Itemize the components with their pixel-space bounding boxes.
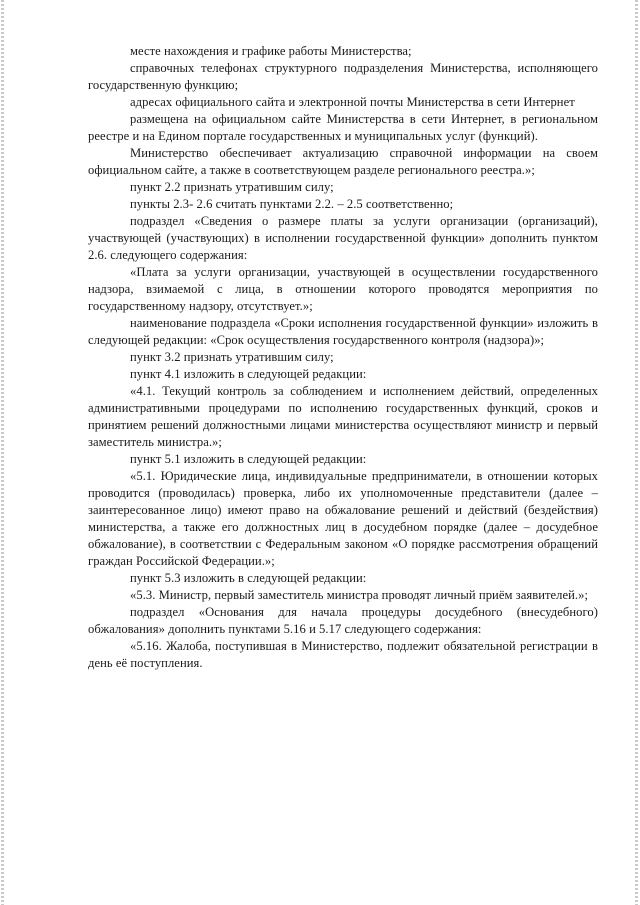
- paragraph-7: пункты 2.3- 2.6 считать пунктами 2.2. – 2.5 соответственно;: [130, 197, 454, 211]
- paragraph-1: месте нахождения и графике работы Министерства;: [130, 44, 412, 58]
- paragraph-13: «4.1. Текущий контроль за соблюдением и исполнением действий, определенных административными процедурами по исполнению государственных функций, сроков и принятием решений должностными лицами министерства осуществляют министр и первый заместитель министра.»;: [88, 384, 598, 449]
- paragraph-16: пункт 5.3 изложить в следующей редакции:: [130, 571, 367, 585]
- paragraph-11: пункт 3.2 признать утратившим силу;: [130, 350, 334, 364]
- paragraph-10: наименование подраздела «Сроки исполнения государственной функции» изложить в следующей редакции: «Срок осуществления государственного контроля (надзора)»;: [88, 316, 598, 347]
- document-page: [88, 43, 598, 672]
- paragraph-4: размещена на официальном сайте Министерства в сети Интернет, в региональном реестре и на Едином портале государственных и муниципальных услуг (функций).: [88, 112, 598, 143]
- paragraph-14: пункт 5.1 изложить в следующей редакции:: [130, 452, 367, 466]
- paragraph-12: пункт 4.1 изложить в следующей редакции:: [130, 367, 367, 381]
- paragraph-19: «5.16. Жалоба, поступившая в Министерство, подлежит обязательной регистрации в день её поступления.: [88, 639, 598, 670]
- paragraph-3: адресах официального сайта и электронной почты Министерства в сети Интернет: [130, 95, 575, 109]
- paragraph-9: «Плата за услуги организации, участвующей в осуществлении государственного надзора, взимаемой с лица, в отношении которого проводятся мероприятия по государственному надзору, отсутствует.»;: [88, 265, 598, 313]
- scan-left-edge: [1, 0, 4, 905]
- paragraph-2: справочных телефонах структурного подразделения Министерства, исполняющего государственную функцию;: [88, 61, 598, 92]
- paragraph-17: «5.3. Министр, первый заместитель министра проводят личный приём заявителей.»;: [130, 588, 589, 602]
- paragraph-8: подраздел «Сведения о размере платы за услуги организации (организаций), участвующей (участвующих) в исполнении государственной функции» дополнить пунктом 2.6. следующего содержания:: [88, 214, 598, 262]
- paragraph-15: «5.1. Юридические лица, индивидуальные предприниматели, в отношении которых проводится (проводилась) проверка, либо их уполномоченные представители (далее – заинтересованное лицо) имеют право на обжалование решений и действий (бездействия) министерства, а также его должностных лиц в досудебном порядке (далее – досудебное обжалование), в соответствии с Федеральным законом «О порядке рассмотрения обращений граждан Российской Федерации.»;: [88, 469, 598, 568]
- paragraph-5: Министерство обеспечивает актуализацию справочной информации на своем официальном сайте, а также в соответствующем разделе регионального реестра.»;: [88, 146, 598, 177]
- paragraph-18: подраздел «Основания для начала процедуры досудебного (внесудебного) обжалования» дополнить пунктами 5.16 и 5.17 следующего содержания:: [88, 605, 598, 636]
- scan-right-edge: [635, 0, 638, 905]
- paragraph-6: пункт 2.2 признать утратившим силу;: [130, 180, 334, 194]
